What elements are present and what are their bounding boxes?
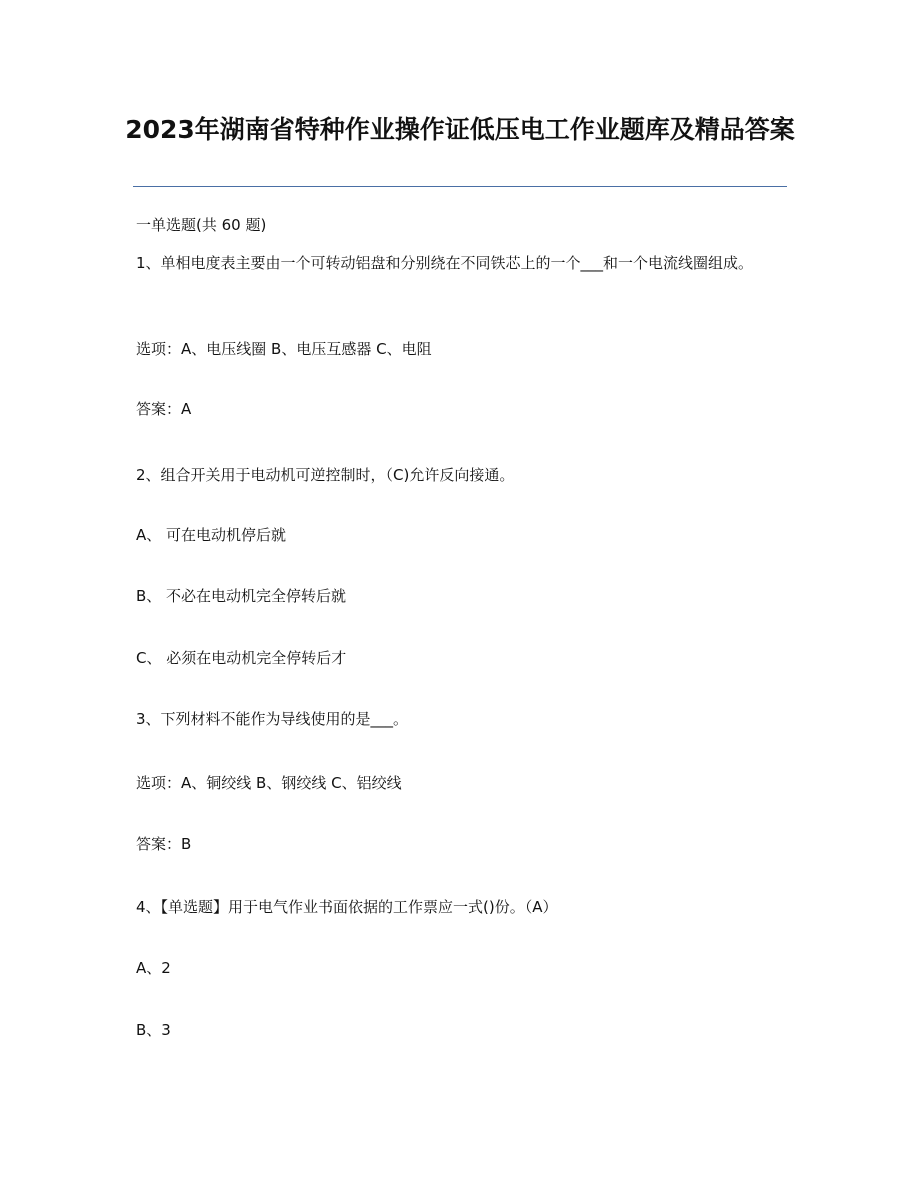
question-4-option-b: B、3 bbox=[136, 1021, 171, 1039]
question-2-option-c: C、 必须在电动机完全停转后才 bbox=[136, 649, 347, 667]
question-4-option-a: A、2 bbox=[136, 959, 171, 977]
document-title: 2023年湖南省特种作业操作证低压电工作业题库及精品答案 bbox=[125, 115, 795, 144]
question-2-option-b: B、 不必在电动机完全停转后就 bbox=[136, 587, 347, 605]
question-2: 2、组合开关用于电动机可逆控制时，（C)允许反向接通。 bbox=[136, 466, 515, 484]
question-1-options: 选项：A、电压线圈 B、电压互感器 C、电阻 bbox=[136, 340, 432, 358]
section-heading: 一单选题(共 60 题) bbox=[136, 216, 267, 234]
question-1-answer: 答案：A bbox=[136, 400, 192, 418]
title-divider bbox=[133, 186, 787, 187]
question-3-options: 选项：A、铜绞线 B、钢绞线 C、铝绞线 bbox=[136, 774, 402, 792]
question-4: 4、【单选题】用于电气作业书面依据的工作票应一式()份。（A） bbox=[136, 898, 558, 916]
question-2-option-a: A、 可在电动机停后就 bbox=[136, 526, 287, 544]
question-3: 3、下列材料不能作为导线使用的是___。 bbox=[136, 710, 409, 728]
question-1: 1、单相电度表主要由一个可转动铝盘和分别绕在不同铁芯上的一个___和一个电流线圈组成。 bbox=[136, 254, 754, 272]
question-3-answer: 答案：B bbox=[136, 835, 192, 853]
